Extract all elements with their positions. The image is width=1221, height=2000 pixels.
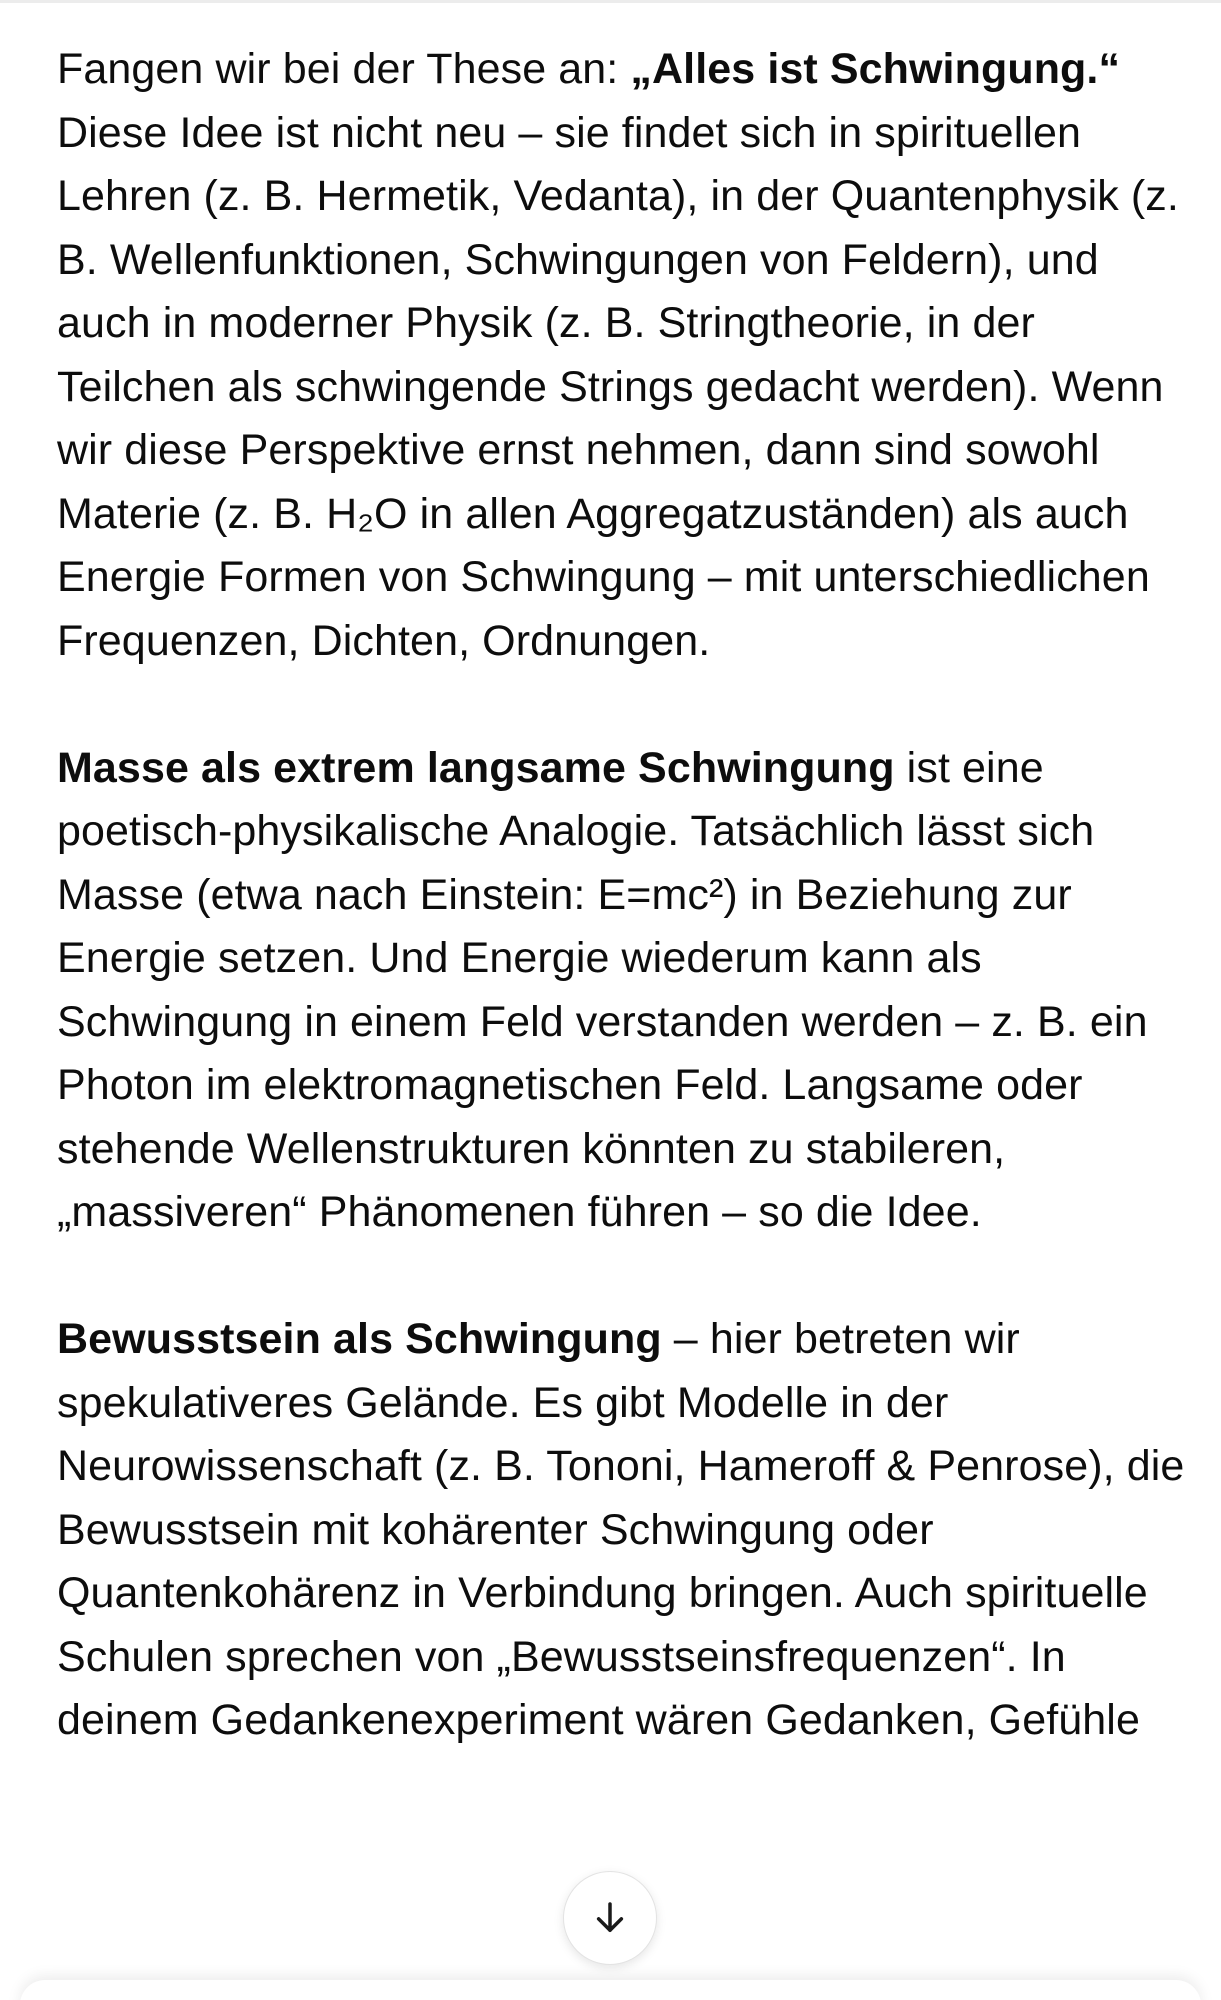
assistant-message	[57, 38, 1187, 1753]
scroll-down-button[interactable]	[563, 1871, 657, 1965]
thesis-body: Diese Idee ist nicht neu – sie findet sich in spirituellen Lehren (z. B. Hermetik, Vedanta), in der Quantenphysik (z. B. Wellenfunktionen, Schwingungen von Feldern), und auch in moderner Physik (z. B. Stringtheorie, in der Teilchen als schwingende Strings gedacht werden). Wenn wir diese Perspektive ernst nehmen, dann sind sowohl Materie (z. B. H₂O in allen Aggregatzuständen) als auch Energie Formen von Schwingung – mit unterschiedlichen Frequenzen, Dichten, Ordnungen.	[57, 108, 1179, 665]
thesis-quote: „Alles ist Schwingung.“	[630, 45, 1121, 93]
consciousness-body: – hier betreten wir spekulativeres Gelände. Es gibt Modelle in der Neurowissenschaft (z. B. Tononi, Hameroff & Penrose), die Bewusstsein mit kohärenter Schwingung oder Quantenkohärenz in Verbindung bringen. Auch spirituelle Schulen sprechen von „Bewusstseinsfrequenzen“. In deinem Gedankenexperiment wären Gedanken, Gefühle	[57, 1315, 1185, 1744]
mass-heading: Masse als extrem langsame Schwingung	[57, 743, 895, 792]
mass-body: ist eine poetisch-physikalische Analogie. Tatsächlich lässt sich Masse (etwa nach Einstein: E=mc²) in Beziehung zur Energie setzen. Und Energie wiederum kann als Schwingung in einem Feld verstanden werden – z. B. ein Photon im elektromagnetischen Feld. Langsame oder stehende Wellenstrukturen könnten zu stabileren, „massiveren“ Phänomenen führen – so die Idee.	[57, 743, 1148, 1236]
paragraph-gap	[57, 673, 1187, 737]
paragraph-consciousness	[57, 1308, 1187, 1753]
consciousness-heading: Bewusstsein als Schwingung	[57, 1315, 662, 1363]
arrow-down-icon	[589, 1897, 631, 1939]
paragraph-mass	[57, 737, 1187, 1245]
thesis-intro: Fangen wir bei der These an:	[57, 45, 631, 93]
composer-edge	[20, 1980, 1201, 2000]
paragraph-thesis	[57, 38, 1187, 673]
top-divider	[0, 0, 1221, 3]
paragraph-gap	[57, 1245, 1187, 1309]
